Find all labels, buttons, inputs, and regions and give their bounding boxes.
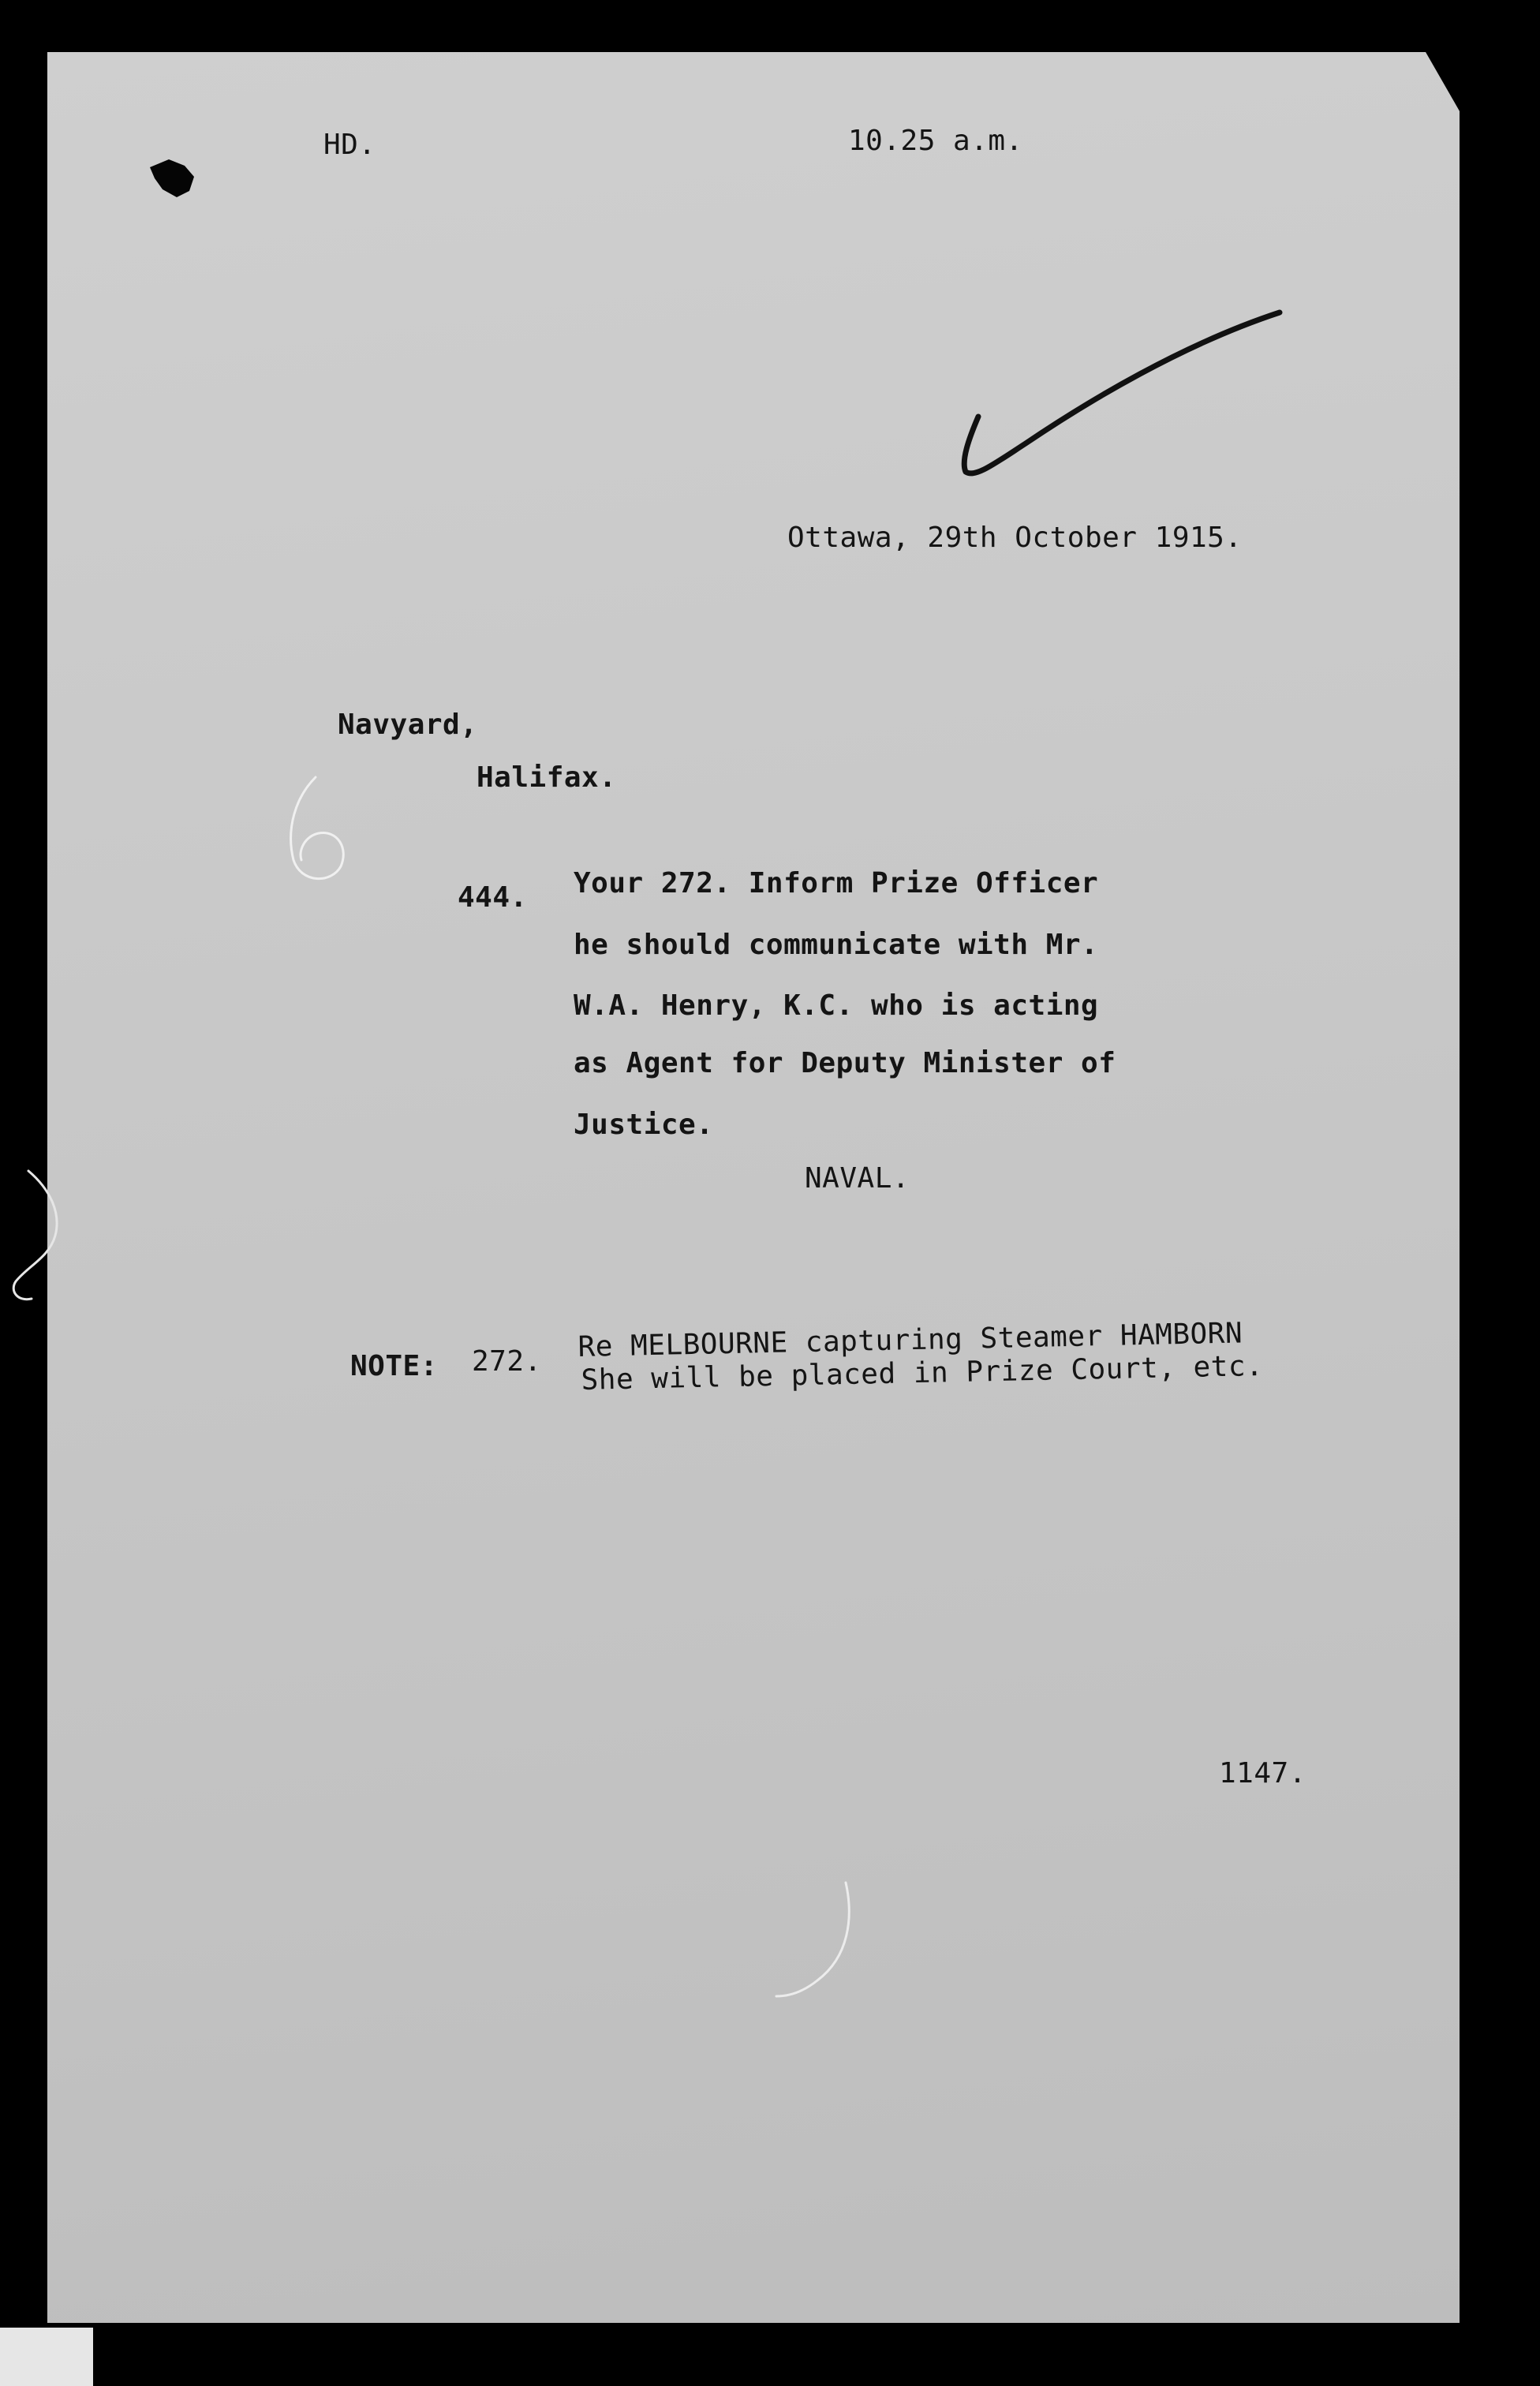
message-line-2: he should communicate with Mr. <box>574 929 1099 961</box>
message-line-4: as Agent for Deputy Minister of <box>574 1047 1116 1079</box>
message-number: 444. <box>458 881 528 914</box>
scan-corner-tab <box>0 2328 93 2386</box>
date-line: Ottawa, 29th October 1915. <box>787 522 1243 554</box>
header-code: HD. <box>323 129 376 161</box>
note-line-1: Re MELBOURNE capturing Steamer HAMBORN <box>578 1317 1243 1363</box>
message-line-1: Your 272. Inform Prize Officer <box>574 867 1099 899</box>
note-line-2: She will be placed in Prize Court, etc. <box>581 1349 1264 1397</box>
addressee-line-1: Navyard, <box>338 709 478 741</box>
paper-sheet <box>47 52 1460 2323</box>
note-ref: 272. <box>472 1345 542 1378</box>
message-line-5: Justice. <box>574 1109 714 1141</box>
message-line-3: W.A. Henry, K.C. who is acting <box>574 989 1099 1022</box>
edge-notch-icon <box>1460 2099 1477 2122</box>
page-number: 1147. <box>1219 1757 1306 1790</box>
addressee-line-2: Halifax. <box>477 761 617 794</box>
note-label: NOTE: <box>350 1350 438 1382</box>
header-time: 10.25 a.m. <box>848 125 1023 157</box>
message-signature: NAVAL. <box>805 1162 910 1195</box>
